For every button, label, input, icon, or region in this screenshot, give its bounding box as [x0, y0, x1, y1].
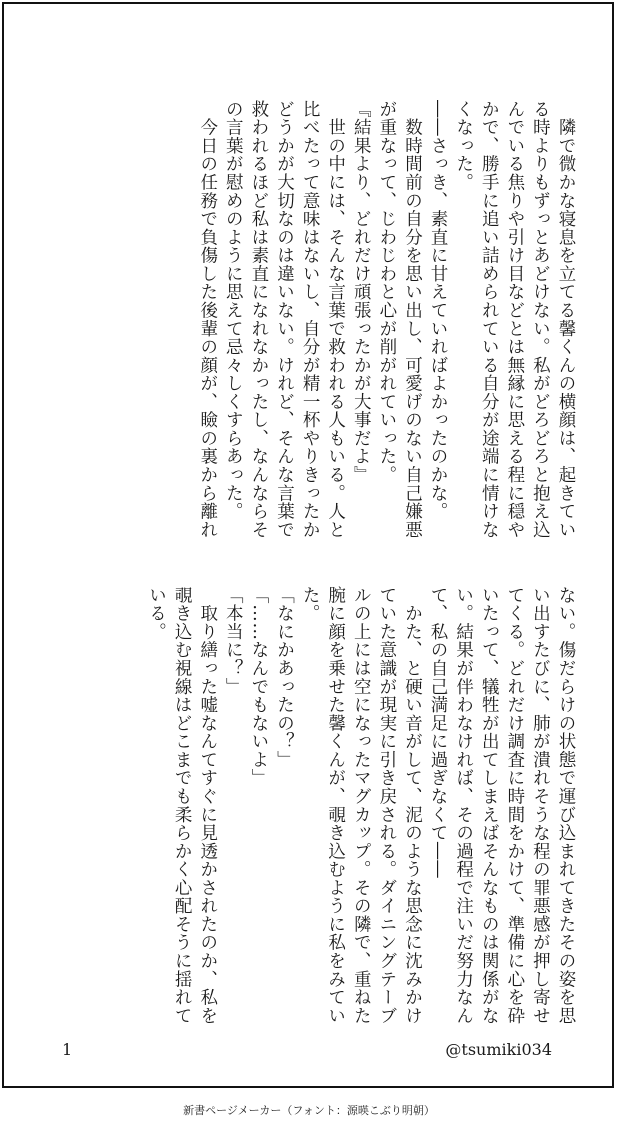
text-line: て、私の自己満足に過ぎなくて―― — [428, 586, 449, 879]
text-line: 今日の任務で負傷した後輩の顔が、瞼の裏から離れ — [197, 100, 218, 539]
text-line: ルの上には空になったマグカップ。その隣で、重ねた — [351, 586, 372, 1025]
text-line: た。 — [300, 586, 321, 623]
page-frame — [2, 2, 614, 1088]
text-line: いる。 — [146, 586, 167, 641]
text-line: が重なって、じわじわと心が削がれていった。 — [376, 100, 397, 484]
author-handle: @tsumiki034 — [445, 1040, 552, 1059]
text-line: ――さっき、素直に甘えていればよかったのかな。 — [428, 100, 449, 521]
text-line: い出すたびに、肺が潰れそうな程の罪悪感が押し寄せ — [530, 586, 551, 1025]
dialogue-line: 「……なんでもないよ」 — [248, 586, 269, 788]
text-line: 『結果より、どれだけ頑張ったかが大事だよ』 — [351, 100, 372, 484]
text-column-upper — [194, 100, 578, 540]
text-line: ない。傷だらけの状態で運び込まれてきたその姿を思 — [556, 586, 576, 1025]
text-line: どうかが大切なのは違いない。けれど、そんな言葉で — [274, 100, 295, 539]
text-line: い。結果が伴わなければ、その過程で注いだ努力なん — [453, 586, 474, 1025]
text-line: てくる。どれだけ調査に時間をかけて、準備に心を砕 — [504, 586, 525, 1025]
text-column-lower — [143, 586, 578, 1026]
text-line: ていた意識が現実に引き戻される。ダイニングテーブ — [376, 586, 397, 1025]
text-line: 覗き込む視線はどこまでも柔らかく心配そうに揺れて — [172, 586, 193, 1025]
text-line: かた、と硬い音がして、泥のような思念に沈みかけ — [402, 586, 423, 1025]
text-line: 数時間前の自分を思い出し、可愛げのない自己嫌悪 — [402, 100, 423, 539]
text-line: 世の中には、そんな言葉で救われる人もいる。人と — [325, 100, 346, 539]
text-line: 隣で微かな寝息を立てる馨くんの横顔は、起きてい — [556, 100, 576, 539]
text-line: 比べたって意味はないし、自分が精一杯やりきったか — [300, 100, 321, 539]
text-line: の言葉が慰めのように思えて忌々しくすらあった。 — [223, 100, 244, 521]
page-number: 1 — [62, 1040, 73, 1059]
text-line: くなった。 — [453, 100, 474, 192]
text-line: んでいる焦りや引け目などとは無縁に思える程に穏や — [504, 100, 525, 539]
dialogue-line: 「本当に？」 — [223, 586, 244, 696]
footer-credit: 新書ページメーカー（フォント：源暎こぶり明朝） — [183, 1104, 435, 1117]
text-line: 腕に顔を乗せた馨くんが、覗き込むように私をみてい — [325, 586, 346, 1025]
text-line: かで、勝手に追い詰められている自分が途端に情けな — [479, 100, 500, 539]
dialogue-line: 「なにかあったの？」 — [274, 586, 295, 769]
text-line: る時よりもずっとあどけない。私がどろどろと抱え込 — [530, 100, 551, 539]
text-line: 取り繕った嘘なんてすぐに見透かされたのか、私を — [197, 586, 218, 1025]
text-line: いたって、犠牲が出てしまえばそんなものは関係がな — [479, 586, 500, 1025]
text-line: 救われるほど私は素直になれなかったし、なんならそ — [248, 100, 269, 539]
